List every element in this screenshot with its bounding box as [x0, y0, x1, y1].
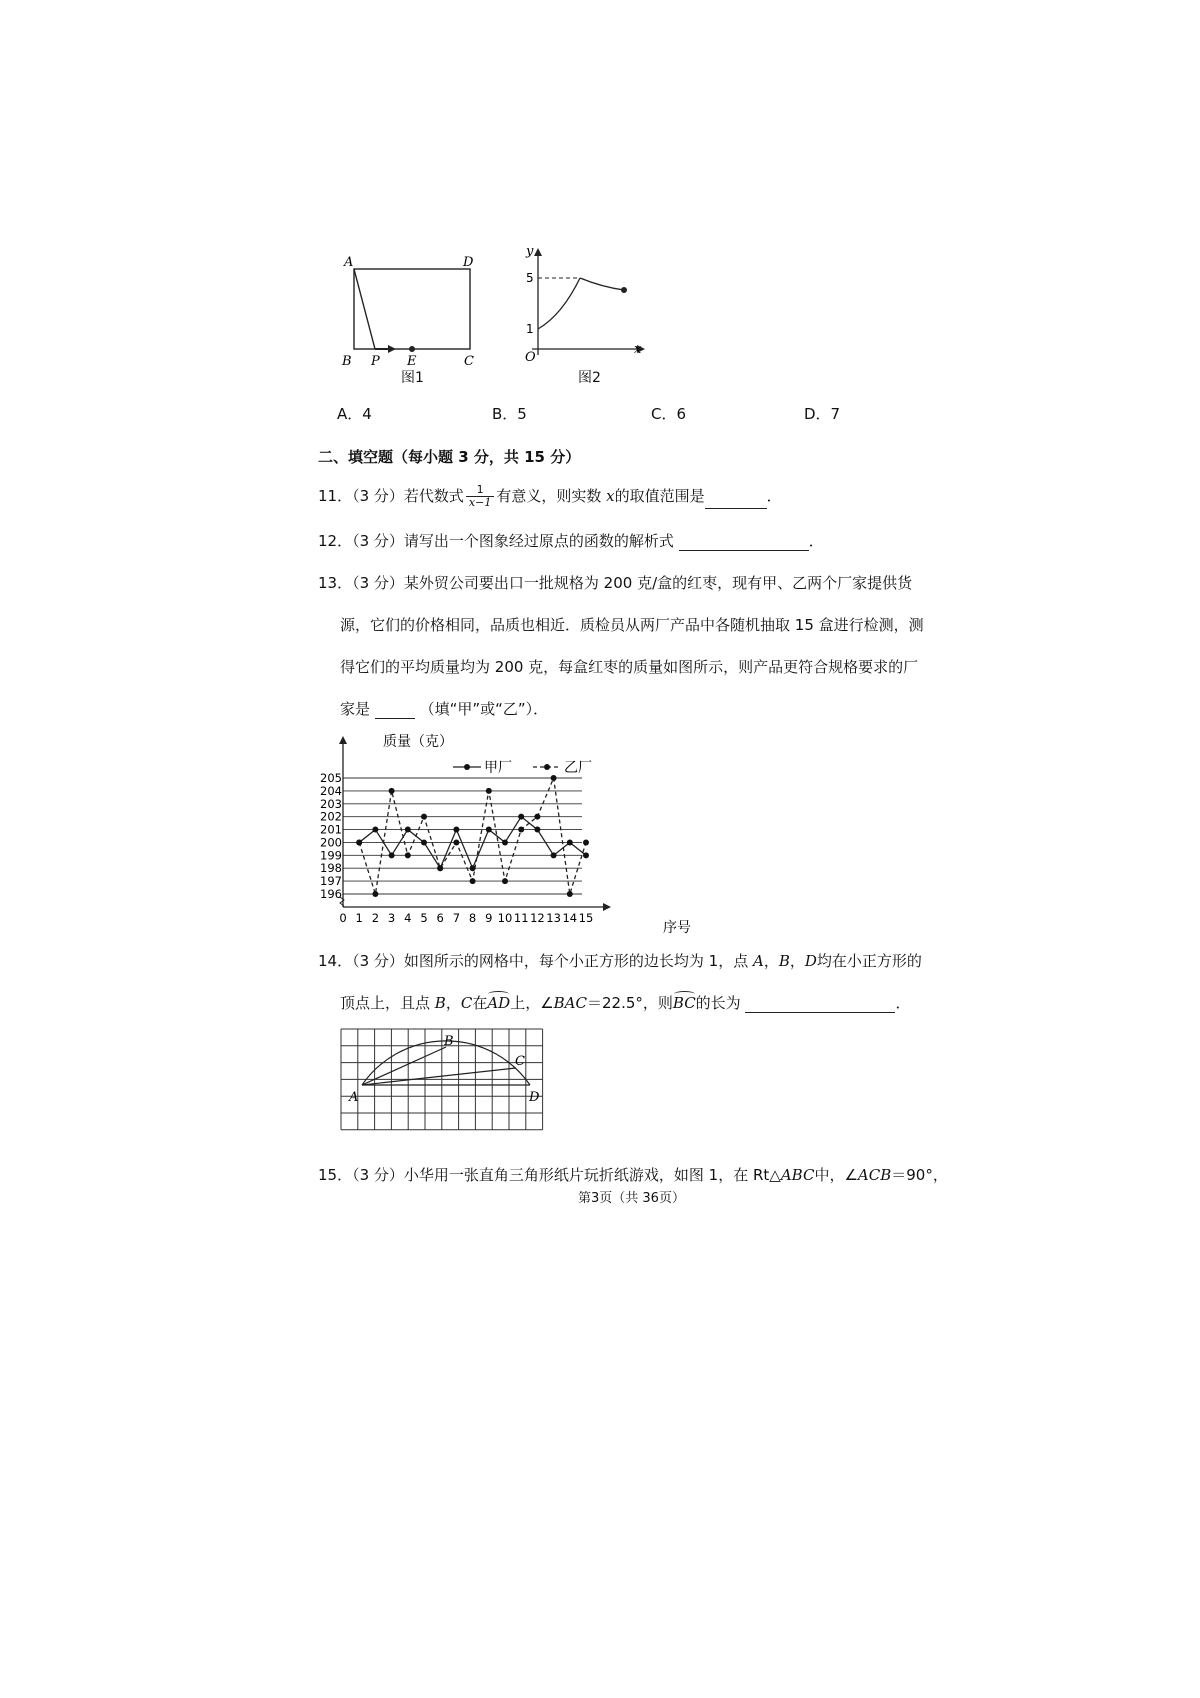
segment-ap: [354, 269, 375, 349]
q11-end: ．: [766, 487, 782, 505]
q14-answer-blank[interactable]: [745, 998, 895, 1013]
data-point: [518, 827, 524, 833]
y-tick-label: 202: [320, 809, 342, 824]
q14-line2: [340, 992, 910, 1013]
data-point: [486, 827, 492, 833]
chart-series: [356, 775, 589, 897]
x-tick-label: 3: [387, 911, 396, 925]
q13-line1: 13．（3 分）某外贸公司要出口一批规格为 200 克/盒的红枣，现有甲、乙两个厂家提供货: [318, 574, 913, 592]
x-tick-label: 15: [578, 911, 594, 925]
q11-suffix: 的取值范围是: [614, 487, 705, 505]
q14-point-b: B: [778, 952, 790, 970]
data-point: [470, 878, 476, 884]
chart-y-arrow-icon: [339, 736, 347, 744]
q11-variable: x: [606, 487, 615, 505]
grid-label-a: A: [349, 1090, 359, 1105]
data-point: [551, 775, 557, 781]
x-tick-label: 5: [420, 911, 428, 925]
q14-line2-prefix: 顶点上，且点: [340, 994, 435, 1012]
x-tick-label: 10: [497, 911, 513, 925]
data-point: [437, 865, 443, 871]
q14-point-c2: C: [460, 994, 473, 1012]
x-tick-label: 1: [355, 911, 363, 925]
label-o: O: [525, 350, 536, 365]
data-point: [421, 839, 427, 845]
y-tick-label: 197: [320, 874, 342, 889]
series-line-2: [359, 778, 586, 894]
figure2-caption: 图2: [578, 370, 601, 386]
data-point: [356, 839, 362, 845]
curve-falling: [580, 278, 624, 290]
section-heading: 二、填空题（每小题 3 分，共 15 分）: [318, 448, 581, 466]
question-12: [318, 530, 824, 551]
data-point: [518, 814, 524, 820]
figure2-function-graph: [510, 245, 650, 365]
label-y: y: [526, 244, 534, 259]
q13-line4-prefix: 家是: [340, 700, 371, 718]
y-tick-label: 200: [320, 835, 342, 850]
q14-angle-bac: BAC: [553, 994, 587, 1012]
legend-label: 甲厂: [484, 760, 512, 776]
q14-sep1: ，: [763, 952, 779, 970]
question-11: [318, 484, 782, 509]
label-five: 5: [526, 271, 534, 285]
legend-marker: [544, 764, 550, 770]
data-point: [551, 852, 557, 858]
chart-x-arrow-icon: [603, 903, 611, 911]
q14-point-b2: B: [434, 994, 446, 1012]
question-15: [318, 1164, 948, 1185]
q13-line4: [340, 698, 548, 719]
data-point: [583, 852, 589, 858]
data-point: [453, 839, 459, 845]
y-axis-arrow-icon: [534, 248, 542, 256]
choice-b: B．5: [492, 405, 527, 423]
data-point: [583, 839, 589, 845]
data-point: [372, 891, 378, 897]
data-point: [389, 852, 395, 858]
q11-middle: 有意义，则实数: [496, 487, 607, 505]
q11-denominator: x−1: [468, 496, 492, 509]
q15-suffix: ＝90°，: [891, 1166, 948, 1184]
data-point: [502, 839, 508, 845]
choice-c: C．6: [651, 405, 687, 423]
legend-label: 乙厂: [564, 760, 592, 776]
mass-line-chart: [320, 732, 695, 937]
x-tick-label: 2: [371, 911, 380, 925]
q14-point-a: A: [752, 952, 764, 970]
q14-on: 在: [472, 994, 488, 1012]
data-point: [486, 788, 492, 794]
label-a: A: [344, 255, 354, 270]
q11-fraction: [466, 484, 494, 509]
grid-label-d: D: [529, 1090, 540, 1105]
grid-arc-diagram: [340, 1028, 552, 1144]
x-tick-label: 11: [513, 911, 529, 925]
grid-label-c: C: [515, 1054, 525, 1069]
label-one: 1: [526, 322, 534, 336]
x-tick-label: 12: [530, 911, 545, 925]
label-d: D: [463, 255, 474, 270]
q14-line1: [318, 950, 922, 971]
q11-answer-blank[interactable]: [705, 494, 767, 509]
q14-sep2: ，: [789, 952, 805, 970]
q14-len: 的长为: [695, 994, 741, 1012]
x-tick-label: 14: [562, 911, 578, 925]
q13-line4-suffix: （填“甲”或“乙”）．: [419, 700, 549, 718]
y-tick-label: 196: [320, 887, 342, 901]
data-point: [421, 814, 427, 820]
page-footer: 第3页（共 36页）: [578, 1191, 685, 1206]
y-tick-label: 204: [320, 783, 342, 798]
legend-marker: [464, 764, 470, 770]
q15-abc: ABC: [780, 1166, 815, 1184]
q14-arc-bc: BC: [672, 994, 696, 1012]
y-tick-label: 198: [320, 861, 342, 876]
q13-line3: 得它们的平均质量均为 200 克，每盒红枣的质量如图所示，则产品更符合规格要求的厂: [340, 658, 919, 676]
q14-point-d: D: [804, 952, 817, 970]
choice-a: A．4: [337, 405, 372, 423]
y-tick-label: 199: [320, 848, 342, 863]
figure1-caption: 图1: [401, 370, 424, 386]
x-tick-label: 7: [452, 911, 461, 925]
data-point: [453, 827, 459, 833]
data-point: [405, 827, 411, 833]
q12-answer-blank[interactable]: [679, 536, 809, 551]
y-tick-label: 205: [320, 771, 342, 785]
label-b: B: [342, 354, 352, 369]
x-tick-label: 4: [404, 911, 412, 925]
q14-arc-ad: AD: [487, 994, 511, 1012]
grid-label-b: B: [444, 1034, 454, 1049]
q14-line1-suffix: 均在小正方形的: [816, 952, 922, 970]
data-point: [502, 878, 508, 884]
grid-lines: [341, 1029, 543, 1130]
q13-answer-blank[interactable]: [375, 704, 415, 719]
q12-end: ．: [808, 532, 824, 550]
y-tick-label: 203: [320, 796, 342, 811]
q15-acb: ACB: [857, 1166, 892, 1184]
q11-numerator: 1: [466, 484, 494, 497]
data-point: [372, 827, 378, 833]
label-e: E: [407, 354, 417, 369]
figure1-rectangle-diagram: [330, 250, 490, 380]
label-p: P: [371, 354, 380, 369]
data-point: [534, 814, 540, 820]
chart-y-label: 质量（克）: [383, 734, 453, 750]
data-point: [405, 852, 411, 858]
x-tick-label: 0: [339, 911, 347, 925]
q14-end: ．: [895, 994, 911, 1012]
data-point: [567, 891, 573, 897]
curve-endpoint: [621, 287, 627, 293]
data-point: [389, 788, 395, 794]
x-tick-label: 8: [468, 911, 477, 925]
q14-sep3: ，: [445, 994, 461, 1012]
q12-text: 12．（3 分）请写出一个图象经过原点的函数的解析式: [318, 532, 674, 550]
x-tick-label: 13: [546, 911, 561, 925]
chart-legend: [453, 760, 592, 776]
data-point: [567, 839, 573, 845]
point-e: [409, 346, 415, 352]
x-tick-label: 6: [436, 911, 444, 925]
q15-middle: 中，∠: [814, 1166, 858, 1184]
label-c: C: [464, 354, 474, 369]
data-point: [534, 827, 540, 833]
q11-prefix: 11．（3 分）若代数式: [318, 487, 464, 505]
x-tick-label: 9: [485, 911, 493, 925]
q14-angle-value: ＝22.5°，则: [586, 994, 673, 1012]
q14-angle-prefix: 上，∠: [510, 994, 554, 1012]
choice-d: D．7: [804, 405, 841, 423]
chart-x-label: 序号: [663, 920, 691, 936]
q15-prefix: 15．（3 分）小华用一张直角三角形纸片玩折纸游戏，如图 1，在 Rt△: [318, 1166, 781, 1184]
q14-line1-prefix: 14．（3 分）如图所示的网格中，每个小正方形的边长均为 1，点: [318, 952, 753, 970]
arrow-head-icon: [388, 345, 396, 353]
curve-rising: [538, 278, 580, 329]
y-tick-label: 201: [320, 822, 342, 837]
label-x: x: [634, 342, 642, 357]
q13-line2: 源，它们的价格相同，品质也相近．质检员从两厂产品中各随机抽取 15 盒进行检测，测: [340, 616, 924, 634]
chord-ac: [362, 1068, 516, 1085]
